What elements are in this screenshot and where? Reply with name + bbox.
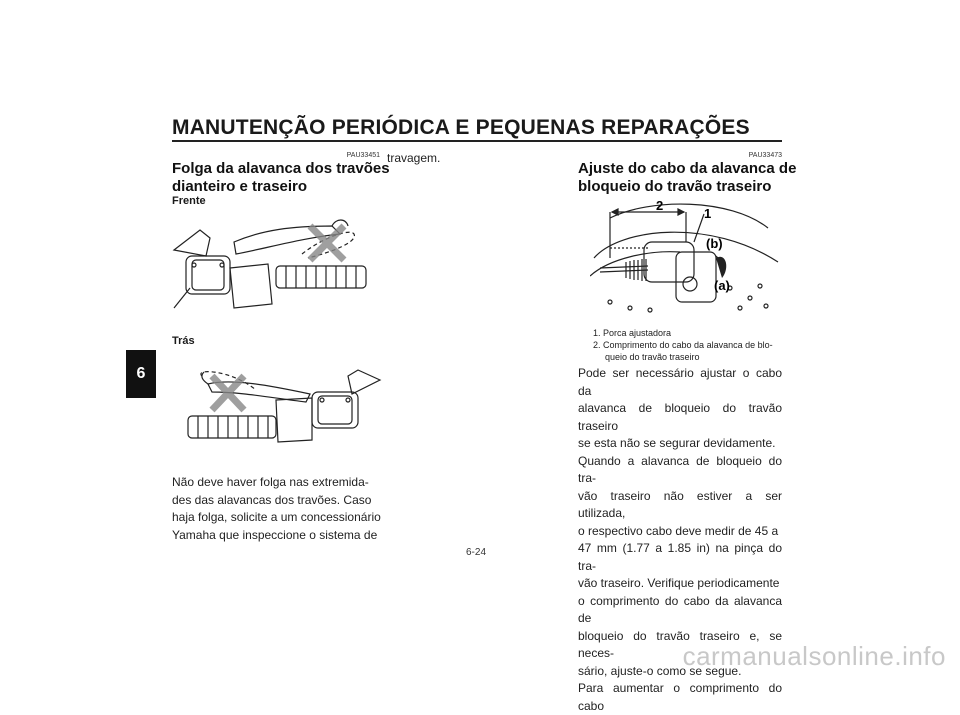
left-title-line-1: Folga da alavanca dos travões bbox=[172, 160, 390, 177]
left-body-line-4: Yamaha que inspeccione o sistema de bbox=[172, 527, 378, 542]
right-body-line-12: Para aumentar o comprimento do cabo bbox=[578, 681, 782, 713]
right-body-line-10: bloqueio do travão traseiro e, se neces- bbox=[578, 628, 782, 660]
right-body-line-3: se esta não se segurar devidamente. bbox=[578, 436, 776, 450]
page-number: 6-24 bbox=[466, 547, 487, 558]
right-body-line-8: vão traseiro. Verifique periodicamente bbox=[578, 576, 780, 590]
caption-2-continued: queio do travão traseiro bbox=[605, 352, 700, 362]
right-title-line-2: bloqueio do travão traseiro bbox=[578, 178, 772, 195]
right-section-code: PAU33473 bbox=[748, 152, 782, 159]
left-body-line-3: haja folga, solicite a um concessionário bbox=[172, 510, 381, 524]
rear-lever-illustration bbox=[172, 350, 382, 460]
left-section-title bbox=[172, 160, 390, 196]
chapter-tab: 6 bbox=[126, 350, 156, 398]
left-body-line-1: Não deve haver folga nas extremida- bbox=[172, 475, 369, 489]
left-body-text bbox=[172, 474, 382, 544]
right-body-line-2: alavanca de bloqueio do travão traseiro bbox=[578, 401, 782, 433]
page-header-title: MANUTENÇÃO PERIÓDICA E PEQUENAS REPARAÇÕES bbox=[172, 116, 750, 139]
middle-continuation-text: travagem. bbox=[387, 151, 441, 165]
right-body-line-9: o comprimento do cabo da alavanca de bbox=[578, 593, 782, 625]
caption-2: 2. Comprimento do cabo da alavanca de blo- bbox=[593, 340, 773, 350]
right-body-line-5: vão traseiro não estiver a ser utilizada, bbox=[578, 488, 782, 520]
brake-caliper-illustration bbox=[590, 198, 780, 318]
right-title-line-1: Ajuste do cabo da alavanca de bbox=[578, 160, 797, 177]
caption-1: 1. Porca ajustadora bbox=[593, 328, 672, 338]
right-section-title bbox=[578, 160, 796, 196]
right-body-line-11: sário, ajuste-o como se segue. bbox=[578, 663, 742, 678]
figure-label-b: (b) bbox=[706, 236, 723, 251]
figure-captions bbox=[593, 327, 783, 363]
rear-label: Trás bbox=[172, 335, 195, 347]
front-lever-illustration bbox=[172, 208, 382, 318]
header-rule bbox=[172, 140, 782, 142]
figure-label-1: 1 bbox=[704, 206, 712, 221]
right-body-line-4: Quando a alavanca de bloqueio do tra- bbox=[578, 453, 782, 485]
right-body-line-7: 47 mm (1.77 a 1.85 in) na pinça do tra- bbox=[578, 541, 782, 573]
right-body-line-6: o respectivo cabo deve medir de 45 a bbox=[578, 523, 779, 538]
figure-label-2: 2 bbox=[656, 198, 664, 213]
front-label: Frente bbox=[172, 195, 206, 207]
right-body-line-1: Pode ser necessário ajustar o cabo da bbox=[578, 366, 782, 398]
watermark: carmanualsonline.info bbox=[682, 641, 946, 671]
left-title-line-2: dianteiro e traseiro bbox=[172, 178, 308, 195]
left-body-line-2: des das alavancas dos travões. Caso bbox=[172, 492, 372, 507]
left-section-code: PAU33451 bbox=[346, 152, 380, 159]
figure-label-a: (a) bbox=[714, 278, 730, 293]
